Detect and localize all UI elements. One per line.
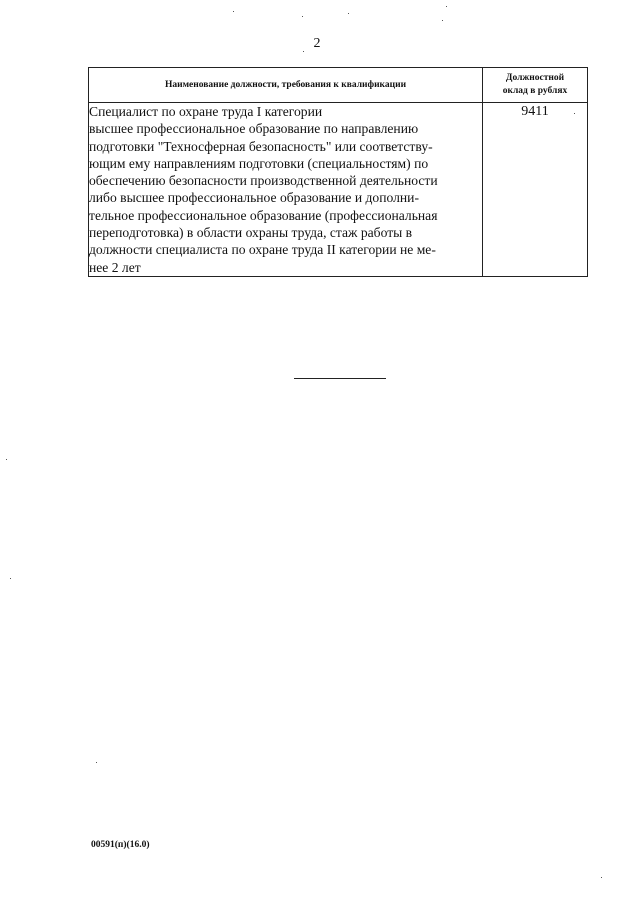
scan-speck xyxy=(442,20,443,21)
table-row xyxy=(89,103,588,277)
scan-speck xyxy=(303,51,304,52)
position-line: ющим ему направлениям подготовки (специальностям) по xyxy=(89,155,429,171)
scan-speck xyxy=(233,11,234,12)
position-line: тельное профессиональное образование (профессиональная xyxy=(89,207,438,223)
salary-cell: 9411 xyxy=(483,103,588,277)
scan-speck xyxy=(601,877,602,878)
salary-table xyxy=(88,67,588,277)
header-position-name: Наименование должности, требования к квалификации xyxy=(89,68,483,103)
position-line: высшее профессиональное образование по направлению xyxy=(89,121,419,137)
position-line: должности специалиста по охране труда II категории не ме- xyxy=(89,242,436,258)
position-line: нее 2 лет xyxy=(89,259,141,275)
position-line: подготовки "Техносферная безопасность" или соответству- xyxy=(89,138,433,154)
scan-speck xyxy=(96,762,97,763)
position-line: либо высшее профессиональное образование и дополни- xyxy=(89,190,419,206)
scan-speck xyxy=(574,113,575,114)
position-line: Специалист по охране труда I категории xyxy=(89,104,323,119)
scan-speck xyxy=(348,13,349,14)
position-line: обеспечению безопасности производственной деятельности xyxy=(89,173,438,189)
page-number: 2 xyxy=(313,36,321,51)
scan-speck xyxy=(302,16,303,17)
closing-rule xyxy=(294,378,386,379)
scan-speck xyxy=(446,6,447,7)
scan-speck xyxy=(10,578,11,579)
table-header-row xyxy=(89,68,588,103)
header-salary xyxy=(483,68,588,103)
scan-speck xyxy=(6,459,7,460)
position-line: переподготовка) в области охраны труда, стаж работы в xyxy=(89,225,413,241)
position-cell xyxy=(89,103,483,277)
header-salary-text: Должностной оклад в рублях xyxy=(502,73,568,96)
document-code: 00591(п)(16.0) xyxy=(91,840,150,850)
